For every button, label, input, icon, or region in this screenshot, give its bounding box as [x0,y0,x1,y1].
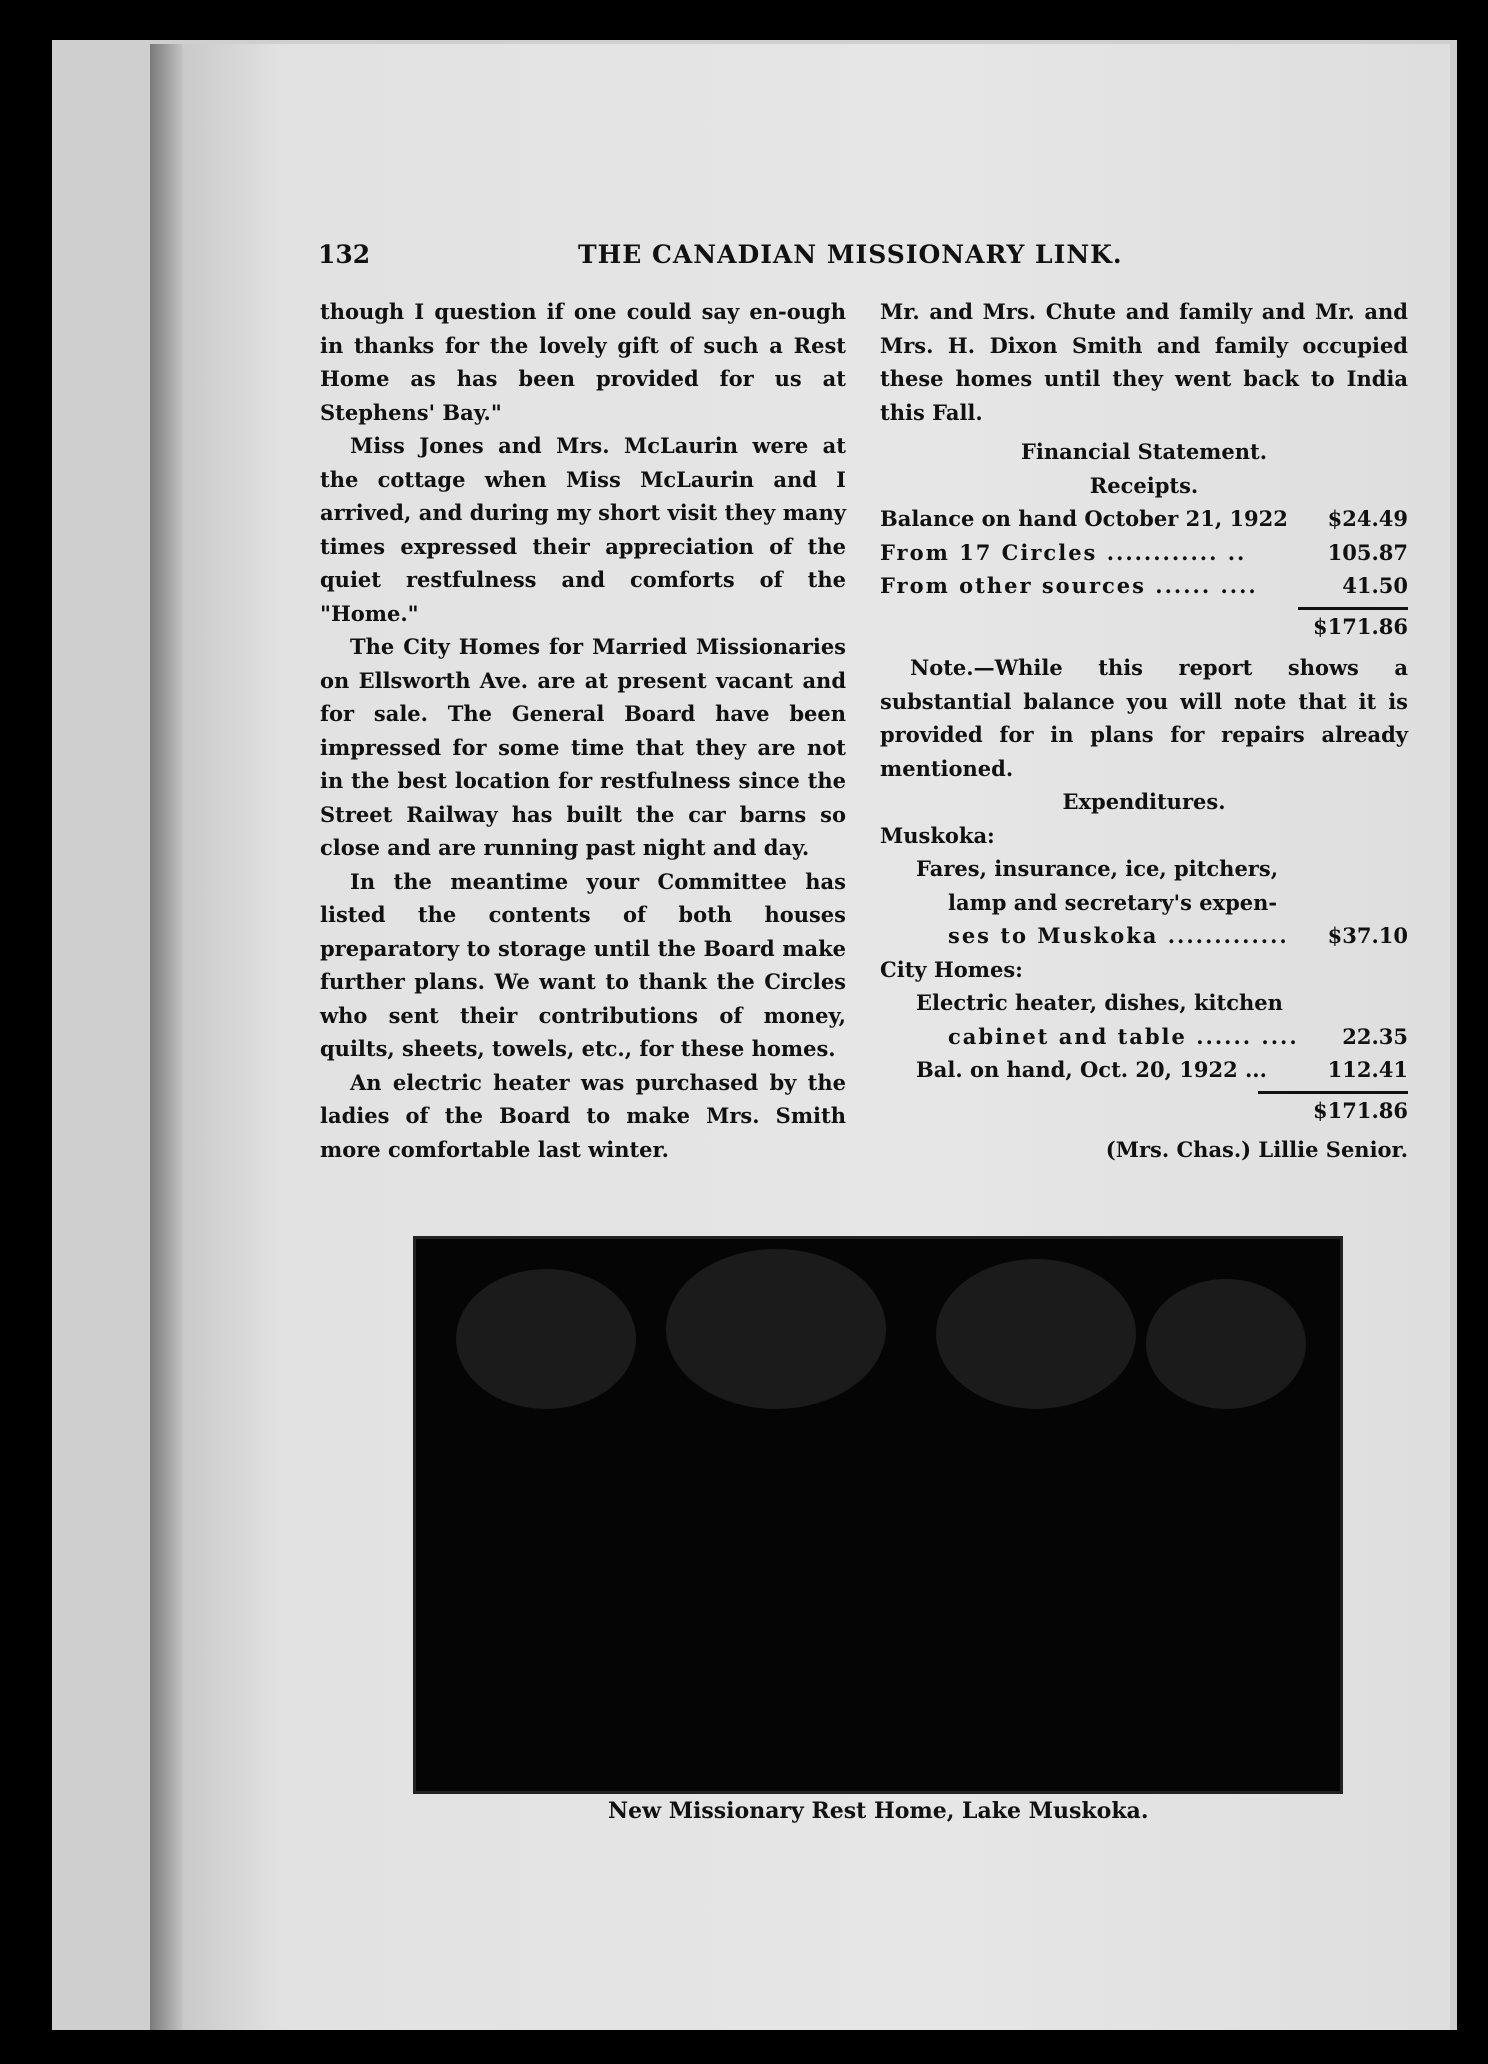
left-column [320,295,846,1166]
tree-silhouette [456,1269,636,1409]
page-number: 132 [318,240,371,269]
ledger-amount: 41.50 [1342,573,1408,598]
running-title: THE CANADIAN MISSIONARY LINK. [578,240,1123,269]
ledger-label: cabinet and table ...... .... [948,1023,1299,1049]
ledger-amount: $37.10 [1327,923,1408,948]
ledger-label: Balance on hand October 21, 1922 [880,506,1288,531]
ledger-row [880,1020,1408,1054]
ledger-label: From other sources ...... .... [880,573,1258,598]
ledger-label: From 17 Circles ............ .. [880,539,1247,565]
ledger-row [880,1053,1408,1087]
city-label: City Homes: [880,956,1023,982]
tree-silhouette [936,1259,1136,1409]
photo-caption: New Missionary Rest Home, Lake Muskoka. [608,1798,1149,1824]
ledger-line: Fares, insurance, ice, pitchers, [916,856,1279,881]
ledger-amount: 105.87 [1327,539,1408,565]
ledger-line: lamp and secretary's expen- [948,889,1278,915]
ledger-amount: 112.41 [1327,1057,1408,1082]
paragraph: The City Homes for Married Missionaries on Ellsworth Ave. are at present vacant and for sale. The General Board have been impressed for some time that they are not in the best location for restfulness since the Street Railway has built the car barns so close and are running past night and day. [320,634,846,860]
right-column [880,295,1408,1167]
signature: (Mrs. Chas.) Lillie Senior. [1105,1137,1408,1162]
ledger-label: ses to Muskoka ............. [948,923,1289,948]
financial-heading: Financial Statement. [1020,439,1268,464]
ledger-amount: 22.35 [1342,1023,1408,1049]
paragraph: An electric heater was purchased by the ladies of the Board to make Mrs. Smith more comfortable last winter. [320,1069,846,1162]
paragraph: Mr. and Mrs. Chute and family and Mr. and Mrs. H. Dixon Smith and family occupied these homes until they went back to India this Fall. [880,299,1408,425]
paragraph: though I question if one could say en-ough in thanks for the lovely gift of such a Rest Home as has been provided for us at Stephens' Bay." [320,299,846,425]
expenditures-total: $171.86 [1313,1097,1408,1123]
ledger-row [880,536,1408,570]
ledger-row [880,919,1408,953]
ledger-amount: $24.49 [1327,506,1408,531]
note: Note.—While this report shows a substantial balance you will note that it is provided for in plans for repairs already mentioned. [880,655,1408,781]
tree-silhouette [1146,1279,1306,1409]
muskoka-label: Muskoka: [880,822,995,848]
ledger-label: Bal. on hand, Oct. 20, 1922 ... [916,1057,1267,1082]
ledger-line: Electric heater, dishes, kitchen [916,990,1283,1015]
page-header [318,238,1408,282]
paragraph: In the meantime your Committee has listed the contents of both houses preparatory to storage until the Board make further plans. We want to thank the Circles who sent their contributions of money, quilts, sheets, towels, etc., for these homes. [320,868,846,1061]
receipts-heading: Receipts. [1089,472,1199,498]
ledger-row [880,569,1408,603]
tree-silhouette [666,1249,886,1409]
paragraph: Miss Jones and Mrs. McLaurin were at the cottage when Miss McLaurin and I arrived, and during my short visit they many times expressed their appreciation of the quiet restfulness and comforts of the "Home." [320,433,846,626]
receipts-total: $171.86 [1313,613,1408,639]
rest-home-photo [413,1236,1343,1794]
expenditures-heading: Expenditures. [1062,789,1226,814]
ledger-row [880,502,1408,536]
